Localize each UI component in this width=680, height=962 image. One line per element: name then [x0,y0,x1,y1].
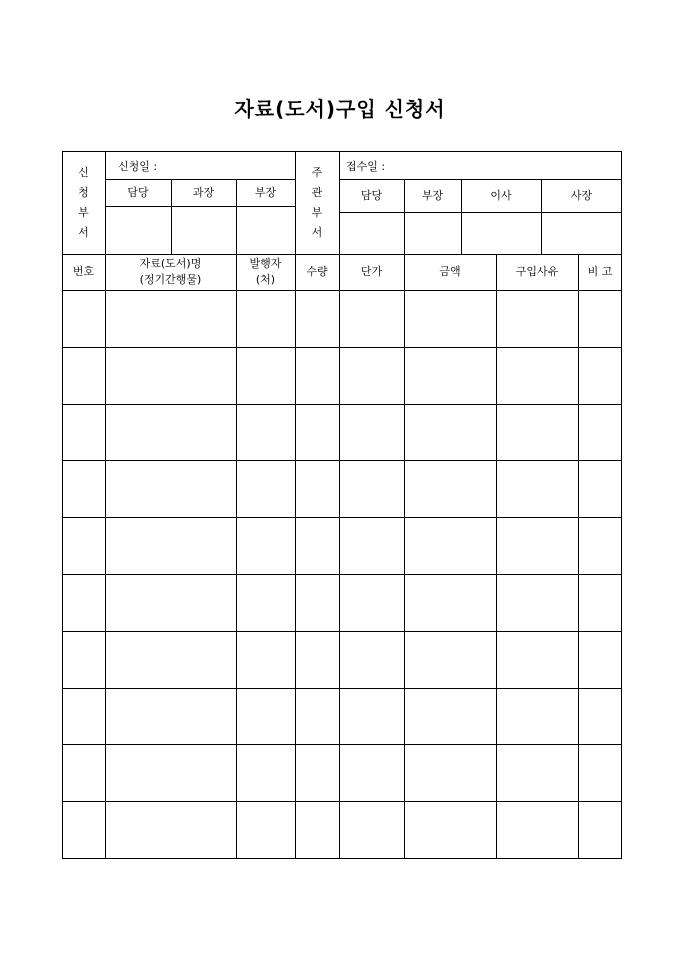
header-unit-price: 단가 [360,265,383,279]
cell-amount[interactable] [405,291,496,347]
cell-quantity[interactable] [296,461,339,517]
cell-reason[interactable] [497,405,578,460]
cell-title[interactable] [106,518,236,574]
cell-number[interactable] [63,745,105,801]
cell-remarks[interactable] [579,745,621,801]
cell-unit-price[interactable] [340,689,404,744]
applicant-approver-manager: 담당 [127,185,149,199]
cell-title[interactable] [106,575,236,631]
cell-reason[interactable] [497,348,578,404]
cell-amount[interactable] [405,689,496,744]
cell-reason[interactable] [497,291,578,347]
cell-amount[interactable] [405,745,496,801]
header-publisher: 발행자 (처) [249,257,282,286]
applicant-dept-label: 신 청 부 서 [78,166,89,239]
cell-publisher[interactable] [237,291,295,347]
row-divider [62,404,622,405]
receiver-sign-box-1[interactable] [340,213,403,253]
receiver-sign-box-2[interactable] [405,213,460,253]
row-divider [62,688,622,689]
cell-title[interactable] [106,291,236,347]
cell-unit-price[interactable] [340,802,404,858]
cell-title[interactable] [106,745,236,801]
cell-reason[interactable] [497,745,578,801]
receiver-approver-manager: 담당 [360,188,383,202]
cell-remarks[interactable] [579,518,621,574]
cell-publisher[interactable] [237,689,295,744]
cell-quantity[interactable] [296,291,339,347]
applicant-sign-box-1[interactable] [106,207,170,253]
row-divider [62,574,622,575]
application-date-label: 신청일 : [118,160,158,173]
cell-quantity[interactable] [296,632,339,688]
cell-number[interactable] [63,405,105,460]
page-title: 자료(도서)구입 신청서 [234,97,446,121]
header-number: 번호 [72,265,95,279]
cell-publisher[interactable] [237,745,295,801]
cell-amount[interactable] [405,405,496,460]
cell-unit-price[interactable] [340,745,404,801]
applicant-sign-box-3[interactable] [237,207,294,253]
cell-quantity[interactable] [296,348,339,404]
cell-quantity[interactable] [296,405,339,460]
applicant-approver-dept-head: 부장 [254,185,277,199]
row-divider [62,744,622,745]
row-divider [62,801,622,802]
cell-publisher[interactable] [237,461,295,517]
cell-remarks[interactable] [579,632,621,688]
cell-number[interactable] [63,802,105,858]
cell-unit-price[interactable] [340,291,404,347]
cell-remarks[interactable] [579,461,621,517]
receiver-dept-label: 주 관 부 서 [311,166,323,239]
cell-number[interactable] [63,689,105,744]
cell-remarks[interactable] [579,405,621,460]
cell-remarks[interactable] [579,575,621,631]
cell-title[interactable] [106,802,236,858]
cell-reason[interactable] [497,802,578,858]
cell-publisher[interactable] [237,348,295,404]
cell-unit-price[interactable] [340,518,404,574]
cell-amount[interactable] [405,518,496,574]
cell-quantity[interactable] [296,689,339,744]
header-title: 자료(도서)명 (정기간행물) [139,257,202,286]
row-divider [62,517,622,518]
cell-amount[interactable] [405,575,496,631]
cell-number[interactable] [63,632,105,688]
receiver-sign-box-3[interactable] [462,213,540,253]
cell-remarks[interactable] [579,291,621,347]
row-divider [62,460,622,461]
cell-unit-price[interactable] [340,575,404,631]
header-remarks: 비 고 [587,265,613,279]
cell-title[interactable] [106,632,236,688]
cell-number[interactable] [63,291,105,347]
cell-publisher[interactable] [237,405,295,460]
receiver-sign-box-4[interactable] [542,213,621,253]
cell-number[interactable] [63,348,105,404]
header-reason: 구입사유 [515,265,559,279]
receiver-approver-dept-head: 부장 [421,188,444,202]
cell-number[interactable] [63,461,105,517]
cell-publisher[interactable] [237,575,295,631]
cell-reason[interactable] [497,632,578,688]
cell-reason[interactable] [497,689,578,744]
cell-publisher[interactable] [237,632,295,688]
reception-date-label: 접수일 : [346,160,386,173]
cell-amount[interactable] [405,348,496,404]
row-divider [62,631,622,632]
cell-quantity[interactable] [296,575,339,631]
cell-remarks[interactable] [579,802,621,858]
cell-publisher[interactable] [237,802,295,858]
cell-quantity[interactable] [296,802,339,858]
applicant-sign-box-2[interactable] [172,207,235,253]
cell-title[interactable] [106,461,236,517]
cell-publisher[interactable] [237,518,295,574]
cell-quantity[interactable] [296,745,339,801]
cell-remarks[interactable] [579,689,621,744]
cell-unit-price[interactable] [340,348,404,404]
cell-amount[interactable] [405,461,496,517]
header-amount: 금액 [439,265,461,279]
cell-amount[interactable] [405,802,496,858]
receiver-approver-director: 이사 [490,188,512,202]
cell-reason[interactable] [497,575,578,631]
row-divider [62,347,622,348]
cell-quantity[interactable] [296,518,339,574]
receiver-approver-president: 사장 [570,188,593,202]
cell-reason[interactable] [497,461,578,517]
cell-remarks[interactable] [579,348,621,404]
cell-title[interactable] [106,348,236,404]
applicant-approver-section-chief: 과장 [192,185,215,199]
cell-title[interactable] [106,689,236,744]
cell-number[interactable] [63,518,105,574]
cell-unit-price[interactable] [340,405,404,460]
cell-amount[interactable] [405,632,496,688]
cell-title[interactable] [106,405,236,460]
cell-unit-price[interactable] [340,632,404,688]
cell-number[interactable] [63,575,105,631]
cell-reason[interactable] [497,518,578,574]
header-quantity: 수량 [306,265,328,279]
cell-unit-price[interactable] [340,461,404,517]
